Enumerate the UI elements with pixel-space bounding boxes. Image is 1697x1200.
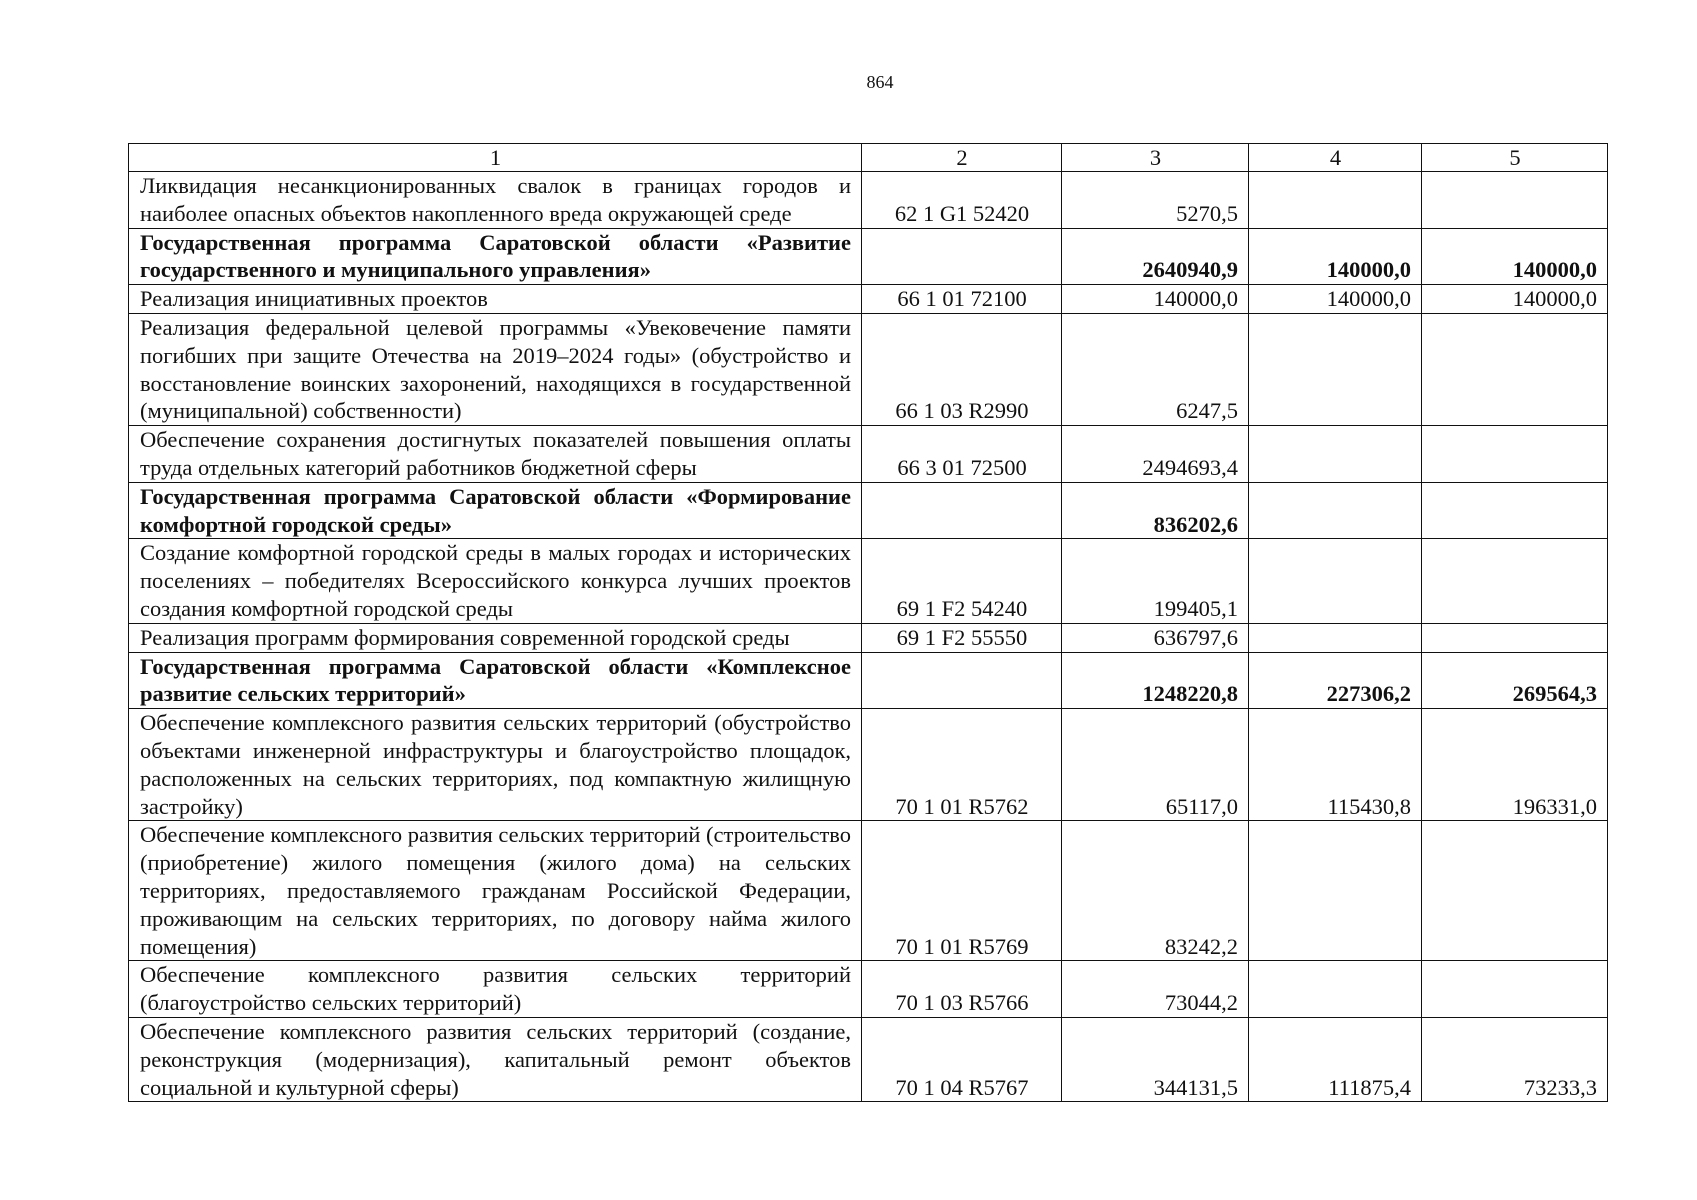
row-code-cell: 70 1 03 R5766 (862, 961, 1062, 1018)
row-value-col4-cell: 111875,4 (1249, 1017, 1422, 1101)
row-value-col4-cell (1249, 623, 1422, 652)
row-value-col3-cell: 1248220,8 (1062, 652, 1249, 709)
column-header-2: 2 (862, 144, 1062, 172)
row-value-col3-cell: 199405,1 (1062, 539, 1249, 623)
row-value-col3-cell: 344131,5 (1062, 1017, 1249, 1101)
row-value-col3-cell: 83242,2 (1062, 821, 1249, 961)
row-value-col5-cell: 140000,0 (1422, 228, 1608, 285)
page-number: 864 (866, 72, 894, 92)
row-code-cell (862, 228, 1062, 285)
row-code-cell: 66 1 01 72100 (862, 285, 1062, 314)
column-header-5: 5 (1422, 144, 1608, 172)
table-row (129, 313, 1608, 425)
row-value-col5-cell (1422, 623, 1608, 652)
row-value-col4-cell (1249, 426, 1422, 483)
row-value-col4-cell (1249, 482, 1422, 539)
column-header-1: 1 (129, 144, 862, 172)
row-code-cell (862, 482, 1062, 539)
row-code-cell: 70 1 01 R5769 (862, 821, 1062, 961)
row-value-col3-cell: 73044,2 (1062, 961, 1249, 1018)
row-value-col4-cell (1249, 313, 1422, 425)
row-value-col5-cell (1422, 961, 1608, 1018)
row-value-col3-cell: 65117,0 (1062, 709, 1249, 821)
row-value-col4-cell: 115430,8 (1249, 709, 1422, 821)
row-value-col3-cell: 5270,5 (1062, 172, 1249, 229)
row-code-cell: 62 1 G1 52420 (862, 172, 1062, 229)
row-name-cell: Обеспечение комплексного развития сельских территорий (благоустройство сельских территорий) (129, 961, 862, 1018)
table-row (129, 709, 1608, 821)
table-row (129, 172, 1608, 229)
row-value-col5-cell: 269564,3 (1422, 652, 1608, 709)
row-name-cell: Государственная программа Саратовской области «Комплексное развитие сельских территорий» (129, 652, 862, 709)
table-row (129, 1017, 1608, 1101)
row-value-col3-cell: 2494693,4 (1062, 426, 1249, 483)
row-code-cell: 66 1 03 R2990 (862, 313, 1062, 425)
table-row (129, 623, 1608, 652)
table-row (129, 961, 1608, 1018)
row-value-col3-cell: 636797,6 (1062, 623, 1249, 652)
row-code-cell: 69 1 F2 54240 (862, 539, 1062, 623)
row-value-col5-cell: 196331,0 (1422, 709, 1608, 821)
row-value-col4-cell: 140000,0 (1249, 285, 1422, 314)
row-value-col4-cell (1249, 821, 1422, 961)
row-code-cell: 70 1 04 R5767 (862, 1017, 1062, 1101)
row-name-cell: Реализация федеральной целевой программы «Увековечение памяти погибших при защите Отечества на 2019–2024 годы» (обустройство и восстановление воинских захоронений, находящихся в государственной (муниципальной) собственности) (129, 313, 862, 425)
table-body (129, 172, 1608, 1102)
column-header-3: 3 (1062, 144, 1249, 172)
table-row (129, 482, 1608, 539)
row-name-cell: Реализация программ формирования современной городской среды (129, 623, 862, 652)
row-name-cell: Обеспечение сохранения достигнутых показателей повышения оплаты труда отдельных категорий работников бюджетной сферы (129, 426, 862, 483)
table-row (129, 228, 1608, 285)
row-value-col3-cell: 140000,0 (1062, 285, 1249, 314)
row-value-col3-cell: 6247,5 (1062, 313, 1249, 425)
row-value-col3-cell: 2640940,9 (1062, 228, 1249, 285)
row-name-cell: Реализация инициативных проектов (129, 285, 862, 314)
row-name-cell: Создание комфортной городской среды в малых городах и исторических поселениях – победителях Всероссийского конкурса лучших проектов создания комфортной городской среды (129, 539, 862, 623)
table-header-row (129, 144, 1608, 172)
table-row (129, 285, 1608, 314)
row-value-col5-cell (1422, 313, 1608, 425)
table-row (129, 821, 1608, 961)
table-row (129, 426, 1608, 483)
row-value-col3-cell: 836202,6 (1062, 482, 1249, 539)
table-row (129, 539, 1608, 623)
row-code-cell: 69 1 F2 55550 (862, 623, 1062, 652)
row-value-col4-cell: 140000,0 (1249, 228, 1422, 285)
row-value-col5-cell: 140000,0 (1422, 285, 1608, 314)
row-name-cell: Ликвидация несанкционированных свалок в границах городов и наиболее опасных объектов накопленного вреда окружающей среде (129, 172, 862, 229)
row-name-cell: Обеспечение комплексного развития сельских территорий (обустройство объектами инженерной инфраструктуры и благоустройство площадок, расположенных на сельских территориях, под компактную жилищную застройку) (129, 709, 862, 821)
row-value-col4-cell (1249, 539, 1422, 623)
row-code-cell: 70 1 01 R5762 (862, 709, 1062, 821)
row-value-col5-cell (1422, 539, 1608, 623)
row-value-col5-cell (1422, 426, 1608, 483)
row-code-cell (862, 652, 1062, 709)
row-value-col5-cell: 73233,3 (1422, 1017, 1608, 1101)
row-name-cell: Обеспечение комплексного развития сельских территорий (строительство (приобретение) жилого помещения (жилого дома) на сельских территориях, предоставляемого гражданам Российской Федерации, проживающим на сельских территориях, по договору найма жилого помещения) (129, 821, 862, 961)
column-header-4: 4 (1249, 144, 1422, 172)
row-value-col5-cell (1422, 482, 1608, 539)
row-name-cell: Обеспечение комплексного развития сельских территорий (создание, реконструкция (модернизация), капитальный ремонт объектов социальной и культурной сферы) (129, 1017, 862, 1101)
row-value-col5-cell (1422, 821, 1608, 961)
row-value-col4-cell (1249, 961, 1422, 1018)
row-value-col4-cell (1249, 172, 1422, 229)
table-row (129, 652, 1608, 709)
row-name-cell: Государственная программа Саратовской области «Развитие государственного и муниципального управления» (129, 228, 862, 285)
row-name-cell: Государственная программа Саратовской области «Формирование комфортной городской среды» (129, 482, 862, 539)
row-value-col5-cell (1422, 172, 1608, 229)
budget-table (128, 143, 1608, 1102)
row-code-cell: 66 3 01 72500 (862, 426, 1062, 483)
row-value-col4-cell: 227306,2 (1249, 652, 1422, 709)
